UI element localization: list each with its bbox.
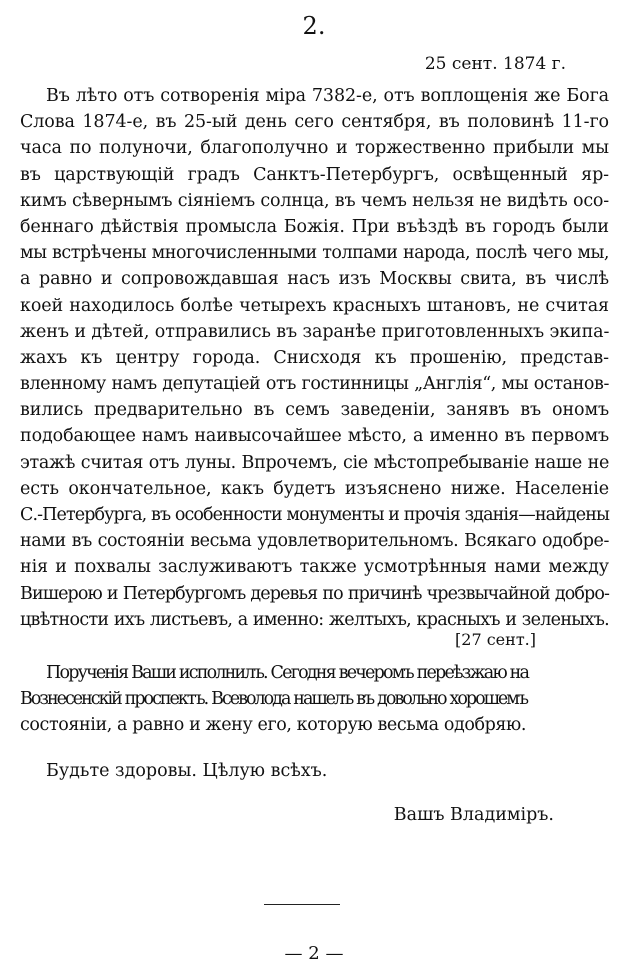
page-number: — 2 —: [284, 943, 344, 964]
text-line: вились предварительно въ семъ заведеніи, занявъ въ ономъ: [20, 400, 609, 421]
letter-date: 25 сент. 1874 г.: [424, 54, 566, 74]
text-line: часа по полуночи, благополучно и торжественно прибыли мы: [20, 138, 609, 159]
text-line: нія и похвалы заслуживаютъ также усмотрѣнныя нами между: [20, 557, 609, 578]
text-line: Порученія Ваши исполнилъ. Сегодня вечеромъ переѣзжаю на: [46, 663, 529, 683]
text-line: коей находилось болѣе четырехъ красныхъ штановъ, не считая: [20, 295, 609, 316]
text-line: Слова 1874-е, въ 25-ый день сего сентября, въ половинѣ 11-го: [20, 112, 609, 133]
text-line: Въ лѣто отъ сотворенія міра 7382-е, отъ воплощенія же Бога: [46, 86, 609, 106]
closing-line: Будьте здоровы. Цѣлую всѣхъ.: [46, 761, 328, 781]
date-note: [27 сент.]: [455, 630, 536, 649]
text-line: вленному намъ депутаціей отъ гостинницы „Англія“, мы останов-: [20, 374, 609, 395]
paragraph-main: [20, 83, 609, 633]
signature: Вашъ Владиміръ.: [393, 805, 554, 825]
text-line: С.-Петербурга, въ особенности монументы и прочія зданія—найдены: [20, 505, 610, 525]
text-line: а равно и сопровождавшая насъ изъ Москвы свита, въ числѣ: [20, 269, 609, 290]
text-line: беннаго дѣйствія промысла Божія. При въѣздѣ въ городъ были: [20, 216, 609, 237]
text-line: цвѣтности ихъ листьевъ, а именно: желтыхъ, красныхъ и зеленыхъ.: [20, 609, 609, 630]
text-line: есть окончательное, какъ будетъ изъяснено ниже. Населеніе: [20, 478, 609, 499]
text-line: женъ и дѣтей, отправились въ заранѣе приготовленныхъ экипа-: [20, 321, 610, 342]
text-line: Вознесенскій проспектъ. Всеволода нашелъ въ довольно хорошемъ: [20, 689, 527, 710]
text-line: жахъ къ центру города. Снисходя къ прошенію, представ-: [20, 347, 609, 368]
text-line: этажѣ считая отъ луны. Впрочемъ, сіе мѣстопребываніе наше не: [20, 452, 609, 473]
letter-number: 2.: [302, 12, 326, 40]
text-line: мы встрѣчены многочисленными толпами народа, послѣ чего мы,: [20, 243, 609, 264]
text-line: Вишерою и Петербургомъ деревья по причинѣ чрезвычайной добро-: [20, 583, 609, 604]
text-line: нами въ состояніи весьма удовлетворительномъ. Всякаго одобре-: [20, 531, 609, 552]
text-line: въ царствующій градъ Санктъ-Петербургъ, освѣщенный яр-: [20, 164, 609, 185]
paragraph-second: [20, 660, 527, 739]
text-line: подобающее намъ наивысочайшее мѣсто, а именно въ первомъ: [20, 426, 609, 447]
text-line: кимъ сѣвернымъ сіяніемъ солнца, въ чемъ нельзя не видѣть осо-: [20, 190, 609, 211]
text-line: состояніи, а равно и жену его, которую весьма одобряю.: [20, 715, 527, 736]
footer-divider: [264, 904, 340, 905]
